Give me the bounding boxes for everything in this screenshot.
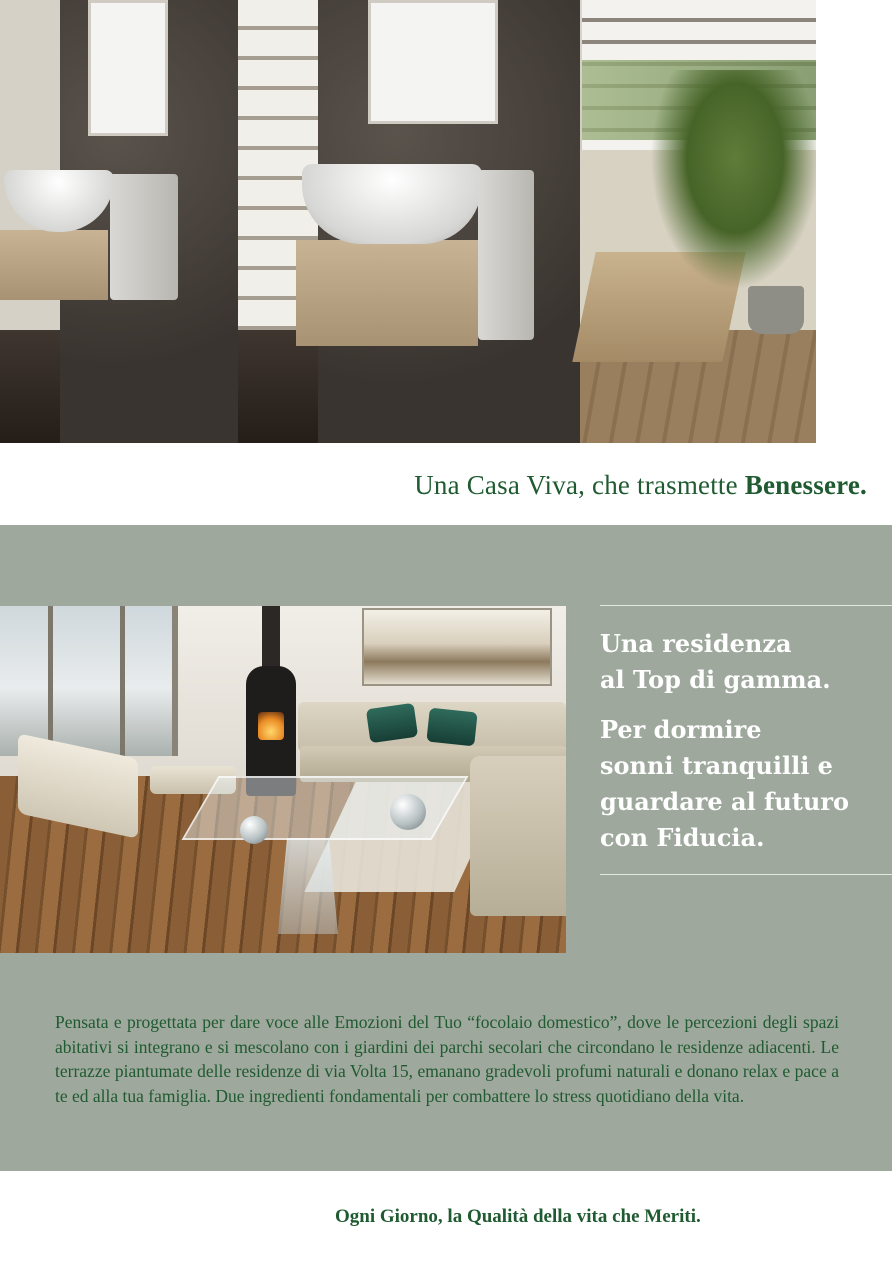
vanity-cabinet bbox=[0, 230, 108, 300]
glass-table-base bbox=[278, 838, 338, 934]
divider-bottom bbox=[600, 874, 892, 875]
living-room-photo bbox=[0, 606, 566, 953]
seascape-painting bbox=[362, 608, 552, 686]
headline-line: con Fiducia. bbox=[600, 823, 765, 852]
window-mullion bbox=[48, 606, 53, 756]
tagline-regular: Una Casa Viva, che trasmette bbox=[414, 470, 745, 500]
tagline-bold: Benessere. bbox=[744, 470, 867, 500]
towel bbox=[110, 174, 178, 300]
plant-pot bbox=[748, 286, 804, 334]
headline-secondary bbox=[600, 712, 885, 856]
footer-slogan: Ogni Giorno, la Qualità della vita che Meriti. bbox=[335, 1206, 701, 1227]
headline-line: sonni tranquilli e bbox=[600, 751, 833, 780]
green-cushion bbox=[366, 703, 418, 743]
washbasin bbox=[302, 164, 482, 244]
glass-sphere bbox=[390, 794, 426, 830]
fire bbox=[258, 712, 284, 740]
window-mullion bbox=[120, 606, 125, 756]
stove-pipe bbox=[262, 606, 280, 668]
headline-line: Per dormire bbox=[600, 715, 762, 744]
headline-line: al Top di gamma. bbox=[600, 665, 831, 694]
headline-line: Una residenza bbox=[600, 629, 792, 658]
towel bbox=[478, 170, 534, 340]
body-paragraph: Pensata e progettata per dare voce alle Emozioni del Tuo “focolaio domestico”, dove le percezioni degli spazi abitativi si integrano e si mescolano con i giardini dei parchi secolari che circondano le residenze adiacenti. Le terrazze piantumate delle residenze di via Volta 15, emanano gradevoli profumi naturali e donano relax e pace a te ed alla tua famiglia. Due ingredienti fondamentali per combattere lo stress quotidiano della vita. bbox=[55, 1012, 839, 1107]
sea-view-window bbox=[0, 606, 178, 756]
divider-top bbox=[600, 605, 892, 606]
headline-primary bbox=[600, 626, 885, 698]
mirror bbox=[368, 0, 498, 124]
palm-plant bbox=[650, 70, 816, 290]
mirror bbox=[88, 0, 168, 136]
sofa-chaise bbox=[470, 756, 566, 916]
glass-sphere bbox=[240, 816, 268, 844]
vanity-cabinet bbox=[296, 240, 478, 346]
tagline bbox=[414, 470, 867, 501]
bathroom-photo bbox=[0, 0, 816, 443]
headline-line: guardare al futuro bbox=[600, 787, 850, 816]
green-cushion bbox=[426, 708, 477, 747]
